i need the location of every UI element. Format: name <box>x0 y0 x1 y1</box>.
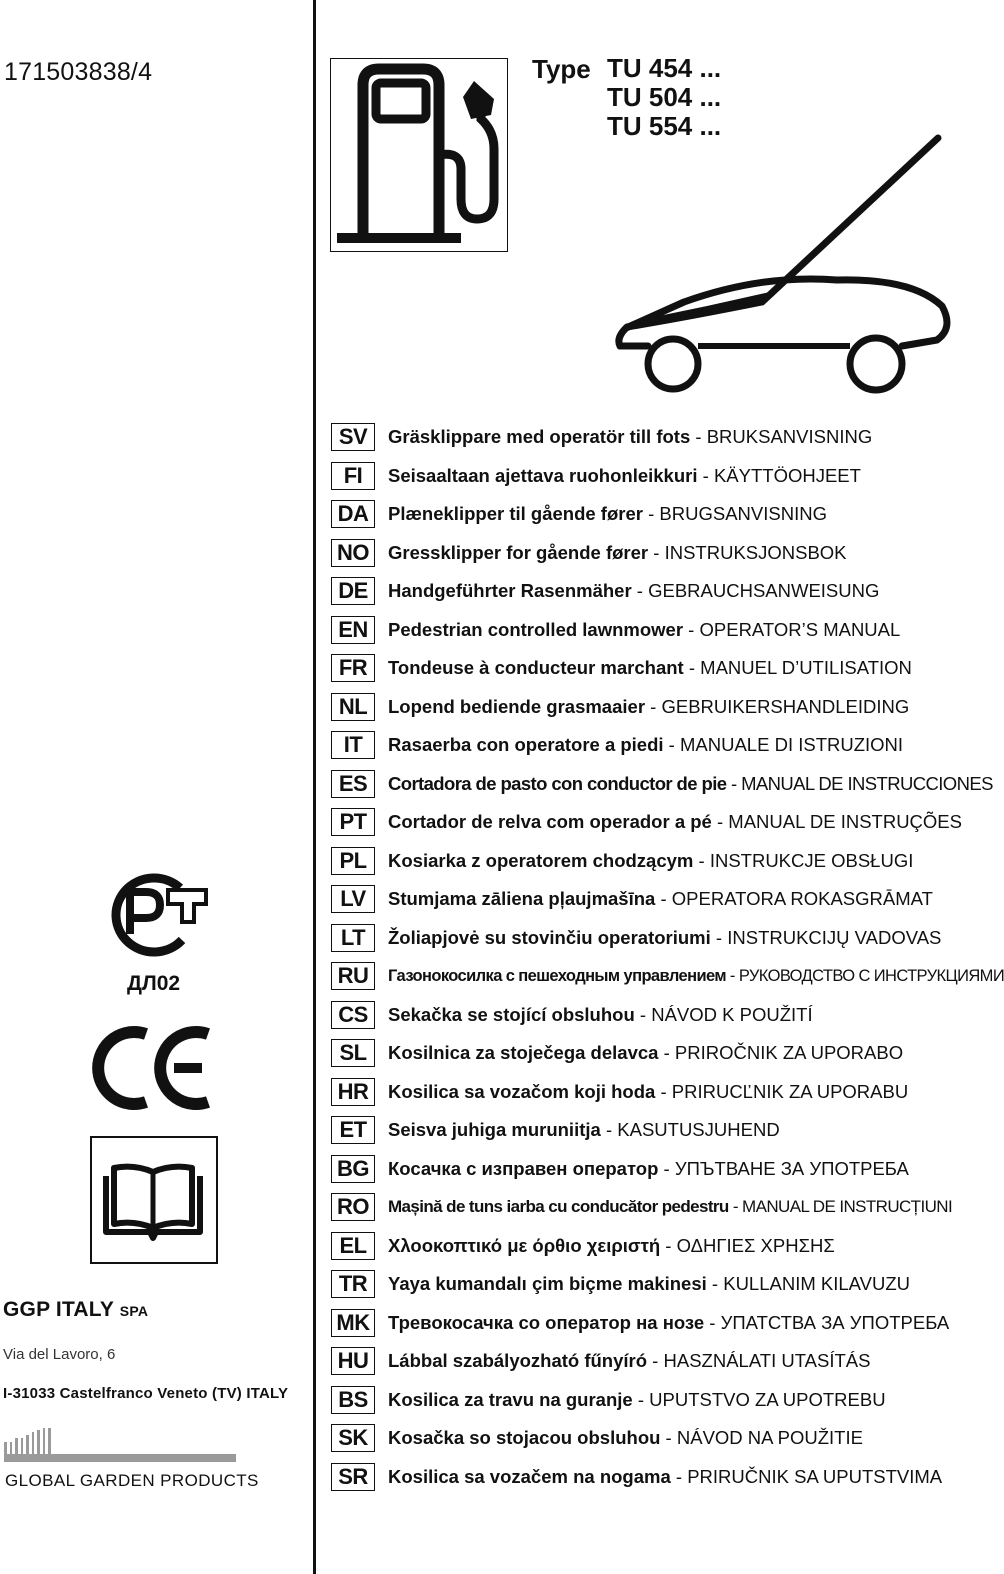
company-address: Via del Lavoro, 6 <box>3 1346 116 1363</box>
pct-certification-icon <box>102 872 210 961</box>
language-code: NL <box>331 693 375 721</box>
manual-title: GEBRAUCHSANWEISUNG <box>648 580 880 601</box>
brand-name: GLOBAL GARDEN PRODUCTS <box>5 1471 259 1490</box>
list-item: ES Cortadora de pasto con conductor de pie - MANUAL DE INSTRUCCIONES <box>331 767 993 801</box>
list-item: EL Χλοοκοπτικό με όρθιο χειριστή - ΟΔΗΓΙΕΣ ΧΡΗΣΗΣ <box>331 1229 835 1263</box>
manual-title: PRIROČNIK ZA UPORABO <box>674 1042 904 1063</box>
product-title: Gressklipper for gående fører <box>388 541 649 563</box>
list-item: TR Yaya kumandalı çim biçme makinesi - KULLANIM KILAVUZU <box>331 1267 910 1301</box>
product-title: Žoliapjovė su stovinčiu operatoriumi <box>388 926 711 948</box>
language-code: PT <box>331 808 375 836</box>
list-item: PT Cortador de relva com operador a pé - MANUAL DE INSTRUÇÕES <box>331 805 962 839</box>
language-code: DE <box>331 577 375 605</box>
list-item: NL Lopend bediende grasmaaier - GEBRUIKERSHANDLEIDING <box>331 690 909 724</box>
certification-code: ДЛ02 <box>127 972 181 995</box>
ce-mark-icon <box>96 1026 212 1115</box>
manual-title: INSTRUKSJONSBOK <box>664 541 847 563</box>
language-code: SL <box>331 1039 375 1067</box>
language-code: TR <box>331 1270 375 1298</box>
product-title: Kosilica sa vozačem na nogama <box>388 1465 671 1487</box>
product-title: Χλοοκοπτικό με όρθιο χειριστή <box>388 1234 661 1256</box>
list-item: LV Stumjama zāliena pļaujmašīna - OPERATORA ROKASGRĀMAT <box>331 882 933 916</box>
list-item: DE Handgeführter Rasenmäher - GEBRAUCHSANWEISUNG <box>331 574 879 608</box>
manual-title: KASUTUSJUHEND <box>617 1119 780 1140</box>
list-item: FI Seisaaltaan ajettava ruohonleikkuri - KÄYTTÖOHJEET <box>331 459 861 493</box>
list-item: MK Тревокосачка со оператор на нозе - УПАТСТВА ЗА УПОТРЕБА <box>331 1306 949 1340</box>
language-code: RU <box>331 962 375 990</box>
product-title: Kosilica sa vozačom koji hoda <box>388 1080 656 1102</box>
product-title: Rasaerba con operatore a piedi <box>388 734 664 755</box>
manual-title: MANUAL DE INSTRUCCIONES <box>741 772 993 794</box>
language-code: IT <box>331 731 375 759</box>
list-item: FR Tondeuse à conducteur marchant - MANUEL D’UTILISATION <box>331 651 912 685</box>
language-code: EN <box>331 616 375 644</box>
manual-title: UPUTSTVO ZA UPOTREBU <box>649 1388 886 1410</box>
document-number: 171503838/4 <box>4 58 153 86</box>
list-item: BS Kosilica za travu na guranje - UPUTSTVO ZA UPOTREBU <box>331 1383 886 1417</box>
manual-title: GEBRUIKERSHANDLEIDING <box>661 695 910 717</box>
manual-title: MANUAL DE INSTRUÇÕES <box>728 811 962 832</box>
model-item: TU 454 ... <box>607 53 722 83</box>
lawnmower-icon <box>612 132 957 407</box>
language-code: CS <box>331 1001 375 1029</box>
manual-title: OPERATOR’S MANUAL <box>699 618 901 640</box>
product-title: Косачка с изправен оператор <box>388 1157 659 1179</box>
language-code: NO <box>331 539 375 567</box>
manual-title: РУКОВОДСТВО С ИНСТРУКЦИЯМИ <box>738 966 1004 985</box>
language-code: PL <box>331 847 375 875</box>
manual-title: INSTRUKCIJŲ VADOVAS <box>727 926 942 948</box>
product-title: Lopend bediende grasmaaier <box>388 695 646 717</box>
language-code: DA <box>331 500 375 528</box>
manual-title: УПЪТВАНЕ ЗА УПОТРЕБА <box>674 1157 909 1179</box>
product-title: Mașină de tuns iarba cu conducător pedestru <box>388 1197 729 1216</box>
product-title: Stumjama zāliena pļaujmašīna <box>388 888 656 909</box>
product-title: Газонокосилка с пешеходным управлением <box>388 966 726 985</box>
language-code: MK <box>331 1309 375 1337</box>
product-title: Cortadora de pasto con conductor de pie <box>388 772 727 794</box>
list-item: CS Sekačka se stojící obsluhou - NÁVOD K POUŽITÍ <box>331 998 813 1032</box>
list-item: PL Kosiarka z operatorem chodzącym - INSTRUKCJE OBSŁUGI <box>331 844 913 878</box>
manual-title: NÁVOD NA POUŽITIE <box>676 1427 863 1448</box>
list-item: DA Plæneklipper til gående fører - BRUGSANVISNING <box>331 497 827 531</box>
product-title: Handgeführter Rasenmäher <box>388 580 632 601</box>
list-item: RO Mașină de tuns iarba cu conducător pedestru - MANUAL DE INSTRUCȚIUNI <box>331 1190 952 1224</box>
list-item: SL Kosilnica za stoječega delavca - PRIROČNIK ZA UPORABO <box>331 1036 903 1070</box>
manual-title: NÁVOD K POUŽITÍ <box>651 1003 813 1025</box>
type-label: Type <box>532 54 591 84</box>
manual-title: OPERATORA ROKASGRĀMAT <box>671 888 933 909</box>
list-item: IT Rasaerba con operatore a piedi - MANUALE DI ISTRUZIONI <box>331 728 903 762</box>
product-title: Seisaaltaan ajettava ruohonleikkuri <box>388 464 698 486</box>
product-title: Pedestrian controlled lawnmower <box>388 618 684 640</box>
product-title: Gräsklippare med operatör till fots <box>388 426 691 447</box>
read-manual-book-icon <box>90 1136 218 1264</box>
product-title: Cortador de relva com operador a pé <box>388 811 712 832</box>
manual-title: KÄYTTÖOHJEET <box>713 464 861 486</box>
language-code: SK <box>331 1424 375 1452</box>
manual-title: BRUGSANVISNING <box>659 503 827 524</box>
language-code: SR <box>331 1463 375 1491</box>
language-code: LV <box>331 885 375 913</box>
list-item: EN Pedestrian controlled lawnmower - OPERATOR’S MANUAL <box>331 613 900 647</box>
manual-title: INSTRUKCJE OBSŁUGI <box>709 849 914 871</box>
product-title: Kosačka so stojacou obsluhou <box>388 1427 661 1448</box>
product-title: Plæneklipper til gående fører <box>388 503 643 524</box>
manual-title: KULLANIM KILAVUZU <box>723 1273 910 1294</box>
product-title: Tondeuse à conducteur marchant <box>388 657 684 678</box>
language-code: HU <box>331 1347 375 1375</box>
list-item: HR Kosilica sa vozačom koji hoda - PRIRUCĽNIK ZA UPORABU <box>331 1075 908 1109</box>
list-item: BG Косачка с изправен оператор - УПЪТВАНЕ ЗА УПОТРЕБА <box>331 1152 909 1186</box>
product-title: Kosilica za travu na guranje <box>388 1388 633 1410</box>
manual-title: PRIRUCĽNIK ZA UPORABU <box>671 1080 909 1102</box>
manual-title: ΟΔΗΓΙΕΣ ΧΡΗΣΗΣ <box>676 1234 835 1256</box>
language-code: BG <box>331 1155 375 1183</box>
ggp-barcode-logo-icon <box>4 1428 240 1473</box>
model-item: TU 554 ... <box>607 111 722 141</box>
language-code: EL <box>331 1232 375 1260</box>
product-title: Sekačka se stojící obsluhou <box>388 1003 635 1025</box>
list-item: SV Gräsklippare med operatör till fots - BRUKSANVISNING <box>331 420 872 454</box>
language-code: SV <box>331 423 375 451</box>
manual-title: HASZNÁLATI UTASÍTÁS <box>663 1350 871 1371</box>
manual-title: MANUEL D’UTILISATION <box>700 657 912 678</box>
product-title: Kosilnica za stoječega delavca <box>388 1042 659 1063</box>
language-code: ES <box>331 770 375 798</box>
model-item: TU 504 ... <box>607 82 722 112</box>
product-title: Seisva juhiga muruniitja <box>388 1119 601 1140</box>
list-item: SK Kosačka so stojacou obsluhou - NÁVOD NA POUŽITIE <box>331 1421 863 1455</box>
language-code: HR <box>331 1078 375 1106</box>
company-city: I-31033 Castelfranco Veneto (TV) ITALY <box>3 1385 289 1402</box>
vertical-divider <box>313 0 316 1574</box>
list-item: SR Kosilica sa vozačem na nogama - PRIRUČNIK SA UPUTSTVIMA <box>331 1460 942 1494</box>
product-title: Тревокосачка со оператор на нозе <box>388 1311 705 1333</box>
language-code: FI <box>331 462 375 490</box>
list-item: HU Lábbal szabályozható fűnyíró - HASZNÁLATI UTASÍTÁS <box>331 1344 870 1378</box>
manual-title: BRUKSANVISNING <box>706 426 873 447</box>
product-title: Kosiarka z operatorem chodzącym <box>388 849 694 871</box>
manual-title: PRIRUČNIK SA UPUTSTVIMA <box>687 1465 943 1487</box>
language-code: RO <box>331 1193 375 1221</box>
fuel-pump-icon <box>330 58 508 252</box>
language-code: ET <box>331 1116 375 1144</box>
language-code: LT <box>331 924 375 952</box>
product-title: Yaya kumandalı çim biçme makinesi <box>388 1273 707 1294</box>
list-item: RU Газонокосилка с пешеходным управлением - РУКОВОДСТВО С ИНСТРУКЦИЯМИ <box>331 959 1004 993</box>
manual-title: MANUALE DI ISTRUZIONI <box>680 734 904 755</box>
language-code: FR <box>331 654 375 682</box>
list-item: ET Seisva juhiga muruniitja - KASUTUSJUHEND <box>331 1113 780 1147</box>
model-list <box>607 54 721 141</box>
list-item: LT Žoliapjovė su stovinčiu operatoriumi - INSTRUKCIJŲ VADOVAS <box>331 921 941 955</box>
company-name-text: GGP ITALY <box>3 1298 114 1321</box>
manual-title: MANUAL DE INSTRUCȚIUNI <box>742 1197 953 1216</box>
company-name <box>3 1298 148 1322</box>
list-item: NO Gressklipper for gående fører - INSTRUKSJONSBOK <box>331 536 847 570</box>
manual-title: УПАТСТВА ЗА УПОТРЕБА <box>720 1311 950 1333</box>
language-code: BS <box>331 1386 375 1414</box>
company-suffix: SPA <box>119 1303 149 1319</box>
product-title: Lábbal szabályozható fűnyíró <box>388 1350 648 1371</box>
